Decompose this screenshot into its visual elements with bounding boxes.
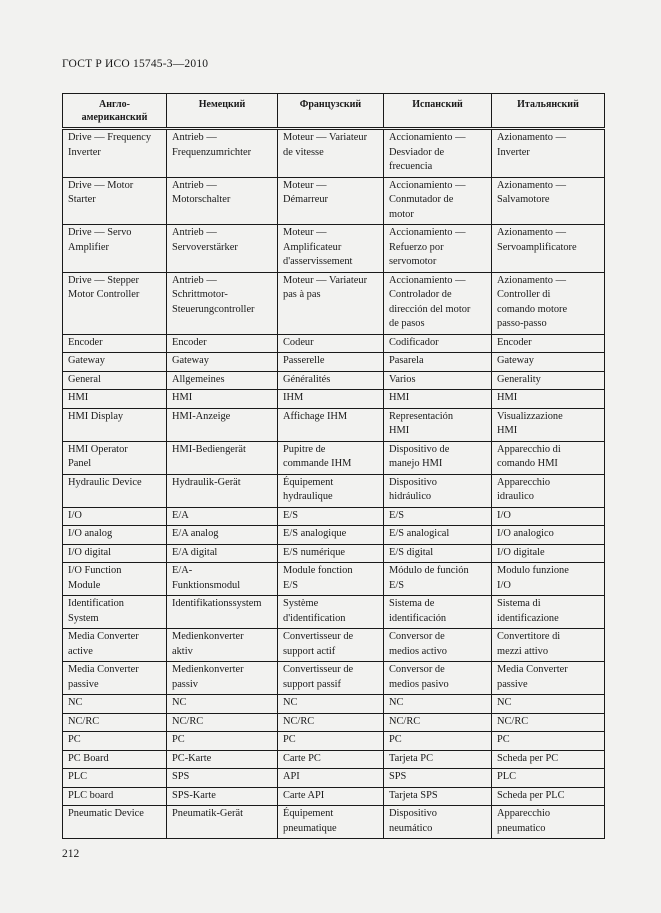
cell-anglo-american: Pneumatic Device — [63, 806, 167, 839]
column-header-german: Немецкий — [167, 94, 278, 129]
cell-spanish: HMI — [384, 390, 492, 409]
cell-italian: Apparecchio pneumatico — [492, 806, 605, 839]
cell-italian: HMI — [492, 390, 605, 409]
cell-french: Équipement pneumatique — [278, 806, 384, 839]
cell-german: E/A- Funktionsmodul — [167, 563, 278, 596]
cell-spanish: SPS — [384, 769, 492, 788]
column-header-spanish: Испанский — [384, 94, 492, 129]
cell-italian: NC — [492, 695, 605, 714]
table-row — [63, 806, 605, 839]
cell-italian: Convertitore di mezzi attivo — [492, 629, 605, 662]
cell-anglo-american: I/O digital — [63, 544, 167, 563]
cell-spanish: Dispositivo de manejo HMI — [384, 441, 492, 474]
cell-italian: Visualizzazione HMI — [492, 408, 605, 441]
table-row — [63, 441, 605, 474]
table-row — [63, 334, 605, 353]
page-number: 212 — [62, 848, 80, 860]
cell-anglo-american: General — [63, 371, 167, 390]
cell-german: Antrieb — Frequenzumrichter — [167, 129, 278, 178]
cell-italian: Gateway — [492, 353, 605, 372]
cell-french: E/S — [278, 507, 384, 526]
table-row — [63, 544, 605, 563]
cell-german: Antrieb — Schrittmotor- Steuerungcontroller — [167, 272, 278, 334]
table-row — [63, 353, 605, 372]
cell-french: Convertisseur de support passif — [278, 662, 384, 695]
table-row — [63, 713, 605, 732]
cell-french: Équipement hydraulique — [278, 474, 384, 507]
cell-spanish: Tarjeta PC — [384, 750, 492, 769]
cell-german: SPS-Karte — [167, 787, 278, 806]
cell-spanish: NC — [384, 695, 492, 714]
cell-german: NC/RC — [167, 713, 278, 732]
table-row — [63, 225, 605, 273]
cell-spanish: PC — [384, 732, 492, 751]
cell-french: Pupitre de commande IHM — [278, 441, 384, 474]
cell-french: Moteur — Variateur de vitesse — [278, 129, 384, 178]
cell-french: E/S analogique — [278, 526, 384, 545]
cell-french: Passerelle — [278, 353, 384, 372]
cell-anglo-american: PC Board — [63, 750, 167, 769]
table-row — [63, 390, 605, 409]
cell-spanish: Codificador — [384, 334, 492, 353]
cell-spanish: Módulo de función E/S — [384, 563, 492, 596]
cell-anglo-american: PLC board — [63, 787, 167, 806]
cell-anglo-american: Identification System — [63, 596, 167, 629]
table-row — [63, 526, 605, 545]
cell-italian: Azionamento — Controller di comando motore passo-passo — [492, 272, 605, 334]
cell-german: PC — [167, 732, 278, 751]
table-row — [63, 750, 605, 769]
cell-anglo-american: Drive — Stepper Motor Controller — [63, 272, 167, 334]
terms-table — [62, 93, 605, 839]
cell-italian: Encoder — [492, 334, 605, 353]
cell-french: PC — [278, 732, 384, 751]
cell-anglo-american: Drive — Servo Amplifier — [63, 225, 167, 273]
cell-anglo-american: Encoder — [63, 334, 167, 353]
cell-anglo-american: Hydraulic Device — [63, 474, 167, 507]
cell-spanish: Representación HMI — [384, 408, 492, 441]
cell-french: Généralités — [278, 371, 384, 390]
cell-italian: Modulo funzione I/O — [492, 563, 605, 596]
cell-spanish: Dispositivo neumático — [384, 806, 492, 839]
cell-italian: Sistema di identificazione — [492, 596, 605, 629]
table-row — [63, 129, 605, 178]
cell-french: Carte PC — [278, 750, 384, 769]
column-header-anglo-american: Англо- американский — [63, 94, 167, 129]
cell-italian: Azionamento — Inverter — [492, 129, 605, 178]
cell-french: Moteur — Amplificateur d'asservissement — [278, 225, 384, 273]
cell-anglo-american: Drive — Motor Starter — [63, 177, 167, 225]
cell-german: Medienkonverter passiv — [167, 662, 278, 695]
table-row — [63, 732, 605, 751]
cell-anglo-american: I/O — [63, 507, 167, 526]
column-header-italian: Итальянский — [492, 94, 605, 129]
cell-spanish: Accionamiento — Controlador de dirección del motor de pasos — [384, 272, 492, 334]
cell-italian: Scheda per PLC — [492, 787, 605, 806]
cell-spanish: Tarjeta SPS — [384, 787, 492, 806]
cell-spanish: E/S analogical — [384, 526, 492, 545]
cell-spanish: NC/RC — [384, 713, 492, 732]
cell-spanish: Accionamiento — Desviador de frecuencia — [384, 129, 492, 178]
cell-german: Hydraulik-Gerät — [167, 474, 278, 507]
cell-french: NC — [278, 695, 384, 714]
table-row — [63, 596, 605, 629]
cell-french: Affichage IHM — [278, 408, 384, 441]
cell-italian: Generality — [492, 371, 605, 390]
cell-italian: I/O — [492, 507, 605, 526]
cell-anglo-american: NC/RC — [63, 713, 167, 732]
table-row — [63, 408, 605, 441]
table-row — [63, 272, 605, 334]
table-row — [63, 787, 605, 806]
cell-italian: Media Converter passive — [492, 662, 605, 695]
table-row — [63, 371, 605, 390]
cell-italian: NC/RC — [492, 713, 605, 732]
cell-german: Allgemeines — [167, 371, 278, 390]
cell-italian: PC — [492, 732, 605, 751]
document-header: ГОСТ Р ИСО 15745-3—2010 — [62, 58, 209, 70]
cell-german: HMI — [167, 390, 278, 409]
table-row — [63, 662, 605, 695]
cell-italian: PLC — [492, 769, 605, 788]
cell-anglo-american: HMI — [63, 390, 167, 409]
cell-anglo-american: Media Converter active — [63, 629, 167, 662]
cell-french: Carte API — [278, 787, 384, 806]
cell-italian: Scheda per PC — [492, 750, 605, 769]
cell-anglo-american: PLC — [63, 769, 167, 788]
cell-spanish: Accionamiento — Refuerzo por servomotor — [384, 225, 492, 273]
cell-french: Moteur — Variateur pas à pas — [278, 272, 384, 334]
cell-german: Identifikationssystem — [167, 596, 278, 629]
cell-german: E/A — [167, 507, 278, 526]
cell-french: API — [278, 769, 384, 788]
cell-italian: Apparecchio di comando HMI — [492, 441, 605, 474]
cell-french: IHM — [278, 390, 384, 409]
cell-italian: Azionamento — Salvamotore — [492, 177, 605, 225]
cell-italian: Azionamento — Servoamplificatore — [492, 225, 605, 273]
cell-italian: I/O digitale — [492, 544, 605, 563]
cell-anglo-american: NC — [63, 695, 167, 714]
cell-german: E/A digital — [167, 544, 278, 563]
cell-german: Encoder — [167, 334, 278, 353]
table-row — [63, 695, 605, 714]
table-row — [63, 769, 605, 788]
cell-spanish: Varios — [384, 371, 492, 390]
cell-anglo-american: HMI Operator Panel — [63, 441, 167, 474]
cell-german: E/A analog — [167, 526, 278, 545]
cell-spanish: Dispositivo hidráulico — [384, 474, 492, 507]
table-row — [63, 474, 605, 507]
cell-spanish: E/S digital — [384, 544, 492, 563]
cell-anglo-american: Drive — Frequency Inverter — [63, 129, 167, 178]
cell-french: Module fonction E/S — [278, 563, 384, 596]
cell-italian: I/O analogico — [492, 526, 605, 545]
cell-french: NC/RC — [278, 713, 384, 732]
table-row — [63, 507, 605, 526]
cell-anglo-american: Gateway — [63, 353, 167, 372]
cell-italian: Apparecchio idraulico — [492, 474, 605, 507]
table-row — [63, 177, 605, 225]
cell-german: Gateway — [167, 353, 278, 372]
column-header-french: Французский — [278, 94, 384, 129]
terms-table-body — [63, 129, 605, 839]
terms-table-header — [63, 94, 605, 129]
cell-anglo-american: Media Converter passive — [63, 662, 167, 695]
table-row — [63, 563, 605, 596]
cell-anglo-american: HMI Display — [63, 408, 167, 441]
cell-spanish: Conversor de medios activo — [384, 629, 492, 662]
cell-german: Pneumatik-Gerät — [167, 806, 278, 839]
cell-german: Medienkonverter aktiv — [167, 629, 278, 662]
cell-french: Moteur — Démarreur — [278, 177, 384, 225]
cell-spanish: Sistema de identificación — [384, 596, 492, 629]
cell-spanish: Conversor de medios pasivo — [384, 662, 492, 695]
header-row — [63, 94, 605, 129]
cell-french: Convertisseur de support actif — [278, 629, 384, 662]
cell-german: Antrieb — Servoverstärker — [167, 225, 278, 273]
cell-anglo-american: I/O analog — [63, 526, 167, 545]
cell-french: Codeur — [278, 334, 384, 353]
cell-spanish: Accionamiento — Conmutador de motor — [384, 177, 492, 225]
cell-german: SPS — [167, 769, 278, 788]
table-row — [63, 629, 605, 662]
cell-german: HMI-Anzeige — [167, 408, 278, 441]
cell-spanish: Pasarela — [384, 353, 492, 372]
cell-german: Antrieb — Motorschalter — [167, 177, 278, 225]
cell-spanish: E/S — [384, 507, 492, 526]
cell-french: E/S numérique — [278, 544, 384, 563]
cell-french: Système d'identification — [278, 596, 384, 629]
cell-german: NC — [167, 695, 278, 714]
cell-german: HMI-Bediengerät — [167, 441, 278, 474]
cell-german: PC-Karte — [167, 750, 278, 769]
cell-anglo-american: PC — [63, 732, 167, 751]
cell-anglo-american: I/O Function Module — [63, 563, 167, 596]
